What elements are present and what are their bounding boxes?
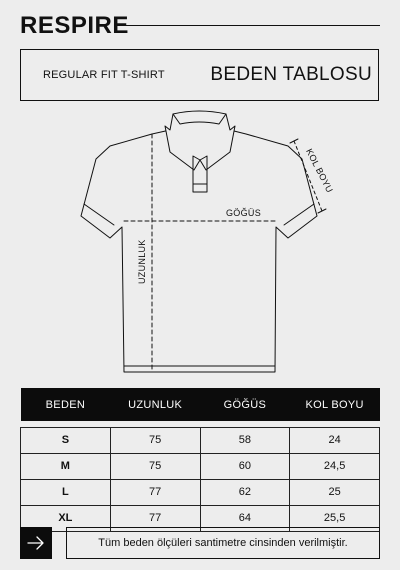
- header-sleeve: KOL BOYU: [290, 388, 380, 421]
- header-size: BEDEN: [21, 388, 111, 421]
- chest-cell: 60: [200, 453, 290, 479]
- sleeve-label: KOL BOYU: [304, 147, 335, 195]
- arrow-right-icon: [20, 527, 52, 559]
- table-row: [21, 427, 380, 453]
- length-cell: 77: [110, 479, 200, 505]
- size-cell: M: [21, 453, 111, 479]
- table-row: [21, 479, 380, 505]
- size-cell: L: [21, 479, 111, 505]
- header-length: UZUNLUK: [110, 388, 200, 421]
- length-cell: 75: [110, 427, 200, 453]
- sleeve-cell: 24: [290, 427, 380, 453]
- header-rule: [122, 25, 380, 26]
- size-cell: XL: [21, 505, 111, 531]
- polo-shirt-icon: [0, 104, 400, 380]
- size-chart-title: BEDEN TABLOSU: [210, 64, 372, 85]
- garment-diagram: [0, 104, 400, 380]
- fit-label: REGULAR FIT T-SHIRT: [43, 69, 165, 81]
- sleeve-cell: 25,5: [290, 505, 380, 531]
- chest-cell: 62: [200, 479, 290, 505]
- brand-logo-text: RESPIRE: [20, 12, 129, 39]
- size-cell: S: [21, 427, 111, 453]
- title-box: [20, 49, 379, 101]
- length-label: UZUNLUK: [137, 239, 147, 284]
- table-header-row: [21, 388, 380, 421]
- sleeve-cell: 24,5: [290, 453, 380, 479]
- length-cell: 77: [110, 505, 200, 531]
- footer-note: Tüm beden ölçüleri santimetre cinsinden verilmiştir.: [66, 527, 380, 559]
- length-cell: 75: [110, 453, 200, 479]
- size-table: [20, 388, 380, 532]
- chest-cell: 64: [200, 505, 290, 531]
- header-chest: GÖĞÜS: [200, 388, 290, 421]
- chest-label: GÖĞÜS: [226, 208, 262, 218]
- chest-cell: 58: [200, 427, 290, 453]
- sleeve-cell: 25: [290, 479, 380, 505]
- table-row: [21, 453, 380, 479]
